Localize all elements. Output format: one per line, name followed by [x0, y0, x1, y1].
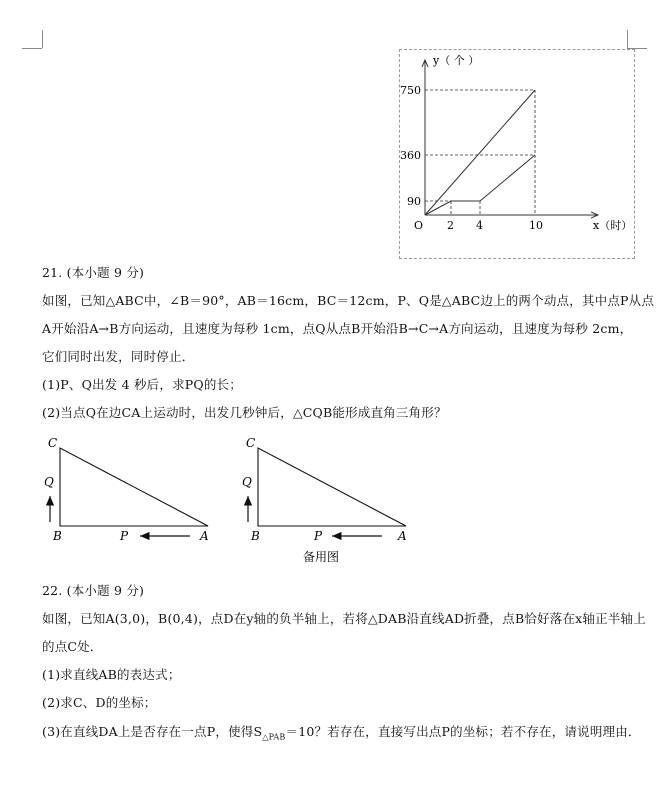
- origin-label: O: [414, 219, 424, 232]
- triangle-figure-main: [44, 436, 209, 543]
- y-tick-750: 750: [400, 84, 421, 97]
- label-Q: Q: [242, 475, 252, 489]
- q22-part3: [42, 722, 641, 742]
- q22-part2: (2)求C、D的坐标；: [42, 695, 157, 710]
- q21-line3: 它们同时出发，同时停止．: [42, 349, 195, 364]
- x-tick-2: 2: [447, 219, 454, 232]
- x-tick-4: 4: [476, 219, 483, 232]
- q21-line1: 如图，已知△ABC中，∠B＝90°，AB＝16cm，BC＝12cm，P、Q是△ABC边上的两个动点，其中点P从点: [42, 293, 655, 308]
- y-axis-label: y（ 个 ）: [433, 54, 480, 67]
- q22-line2: 的点C处．: [42, 639, 103, 654]
- label-B: B: [53, 529, 62, 543]
- q22-part3-sub: △PAB: [262, 732, 286, 742]
- label-B: B: [251, 529, 260, 543]
- q21-header: 21. (本小题 9 分): [42, 265, 145, 280]
- q22-part3-pre: (3)在直线DA上是否存在一点P，使得S: [42, 724, 263, 739]
- label-P: P: [120, 529, 129, 543]
- line-graph: [0, 0, 672, 270]
- label-A: A: [398, 529, 407, 543]
- q22-part1: (1)求直线AB的表达式；: [42, 667, 181, 682]
- y-tick-360: 360: [400, 149, 421, 162]
- x-tick-10: 10: [529, 219, 543, 232]
- triangle-figures: [0, 430, 672, 570]
- q22-line1: 如图，已知A(3,0)，B(0,4)，点D在y轴的负半轴上，若将△DAB沿直线AD折叠，点B恰好落在x轴正半轴上: [42, 611, 646, 626]
- label-P: P: [314, 529, 323, 543]
- q22-header: 22. (本小题 9 分): [42, 583, 145, 598]
- label-C: C: [48, 436, 58, 450]
- q21-line2: A开始沿A→B方向运动，且速度为每秒 1cm，点Q从点B开始沿B→C→A方向运动，且速度为每秒 2cm，: [42, 321, 633, 336]
- label-A: A: [200, 529, 209, 543]
- label-Q: Q: [44, 475, 54, 489]
- backup-figure-caption: 备用图: [303, 550, 340, 564]
- triangle-figure-backup: [242, 436, 407, 564]
- q21-part2: (2)当点Q在边CA上运动时，出发几秒钟后，△CQB能形成直角三角形？: [42, 405, 447, 420]
- q21-part1: (1)P、Q出发 4 秒后，求PQ的长；: [42, 377, 242, 392]
- label-C: C: [246, 436, 256, 450]
- q22-part3-post: ＝10？若存在，直接写出点P的坐标；若不存在，请说明理由．: [285, 724, 641, 739]
- y-tick-90: 90: [407, 195, 421, 208]
- x-axis-label: x（时）: [593, 219, 633, 232]
- line-series-1: [425, 90, 535, 215]
